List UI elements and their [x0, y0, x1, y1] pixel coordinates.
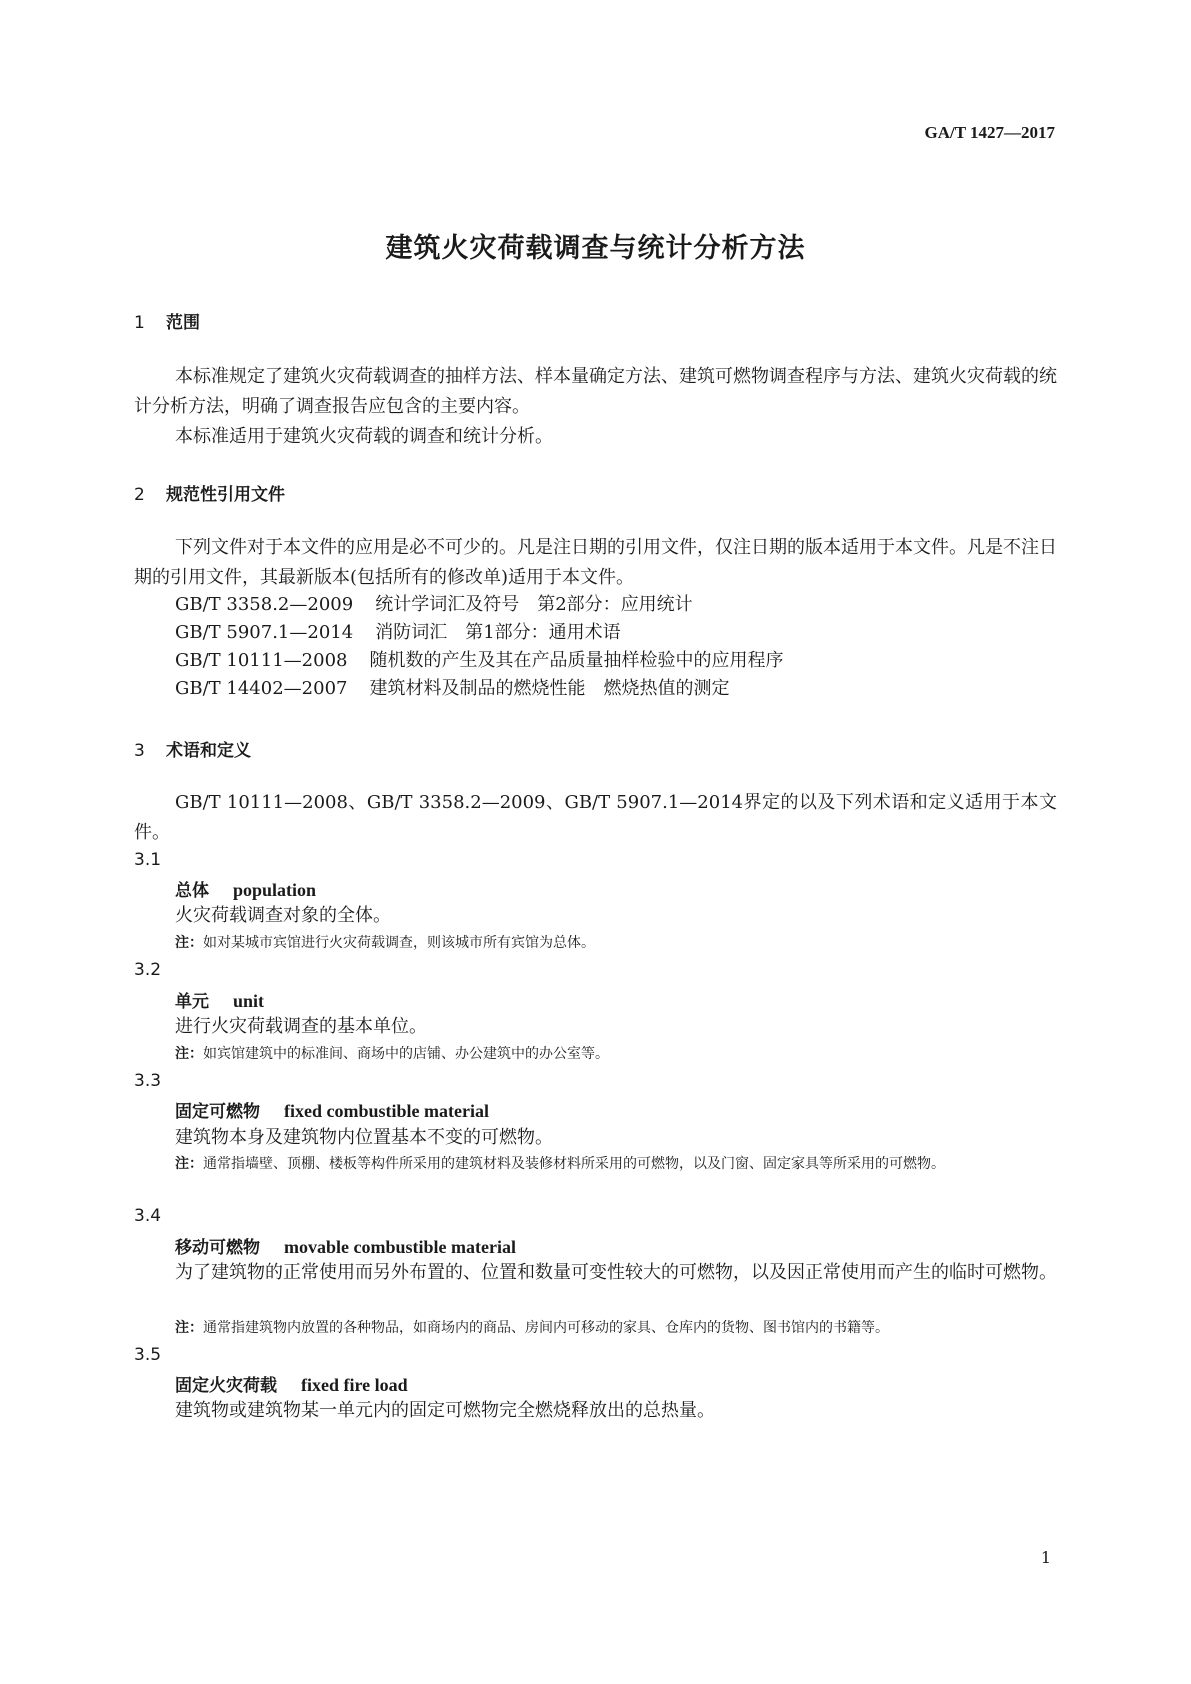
section-1-heading — [134, 308, 200, 333]
reference-title: 统计学词汇及符号 第2部分：应用统计 — [375, 594, 693, 615]
term-heading — [175, 876, 316, 901]
term-en: fixed fire load — [301, 1375, 408, 1395]
term-heading — [175, 1097, 489, 1122]
reference-item — [175, 674, 729, 704]
section-title: 术语和定义 — [166, 741, 251, 761]
term-number: 3.1 — [134, 850, 162, 870]
reference-code: GB/T 14402—2007 — [175, 678, 348, 699]
reference-title: 建筑材料及制品的燃烧性能 燃烧热值的测定 — [369, 678, 730, 699]
section-number: 1 — [134, 313, 145, 333]
term-note — [175, 1315, 1055, 1341]
note-label: 注： — [175, 935, 203, 951]
term-en: unit — [233, 991, 265, 1011]
reference-item — [175, 590, 693, 620]
reference-code: GB/T 3358.2—2009 — [175, 594, 354, 615]
reference-code: GB/T 5907.1—2014 — [175, 622, 354, 643]
note-text: 如宾馆建筑中的标准间、商场中的店铺、办公建筑中的办公室等。 — [203, 1046, 609, 1062]
term-zh: 固定可燃物 — [175, 1102, 260, 1122]
reference-title: 随机数的产生及其在产品质量抽样检验中的应用程序 — [369, 650, 784, 671]
term-number: 3.4 — [134, 1206, 162, 1226]
term-definition: 建筑物本身及建筑物内位置基本不变的可燃物。 — [175, 1127, 553, 1148]
term-note — [175, 1041, 1055, 1067]
term-en: movable combustible material — [284, 1237, 516, 1257]
document-title: 建筑火灾荷载调查与统计分析方法 — [385, 233, 806, 264]
note-label: 注： — [175, 1156, 203, 1172]
section-title: 规范性引用文件 — [166, 485, 285, 505]
section-1-paragraph-1: 本标准规定了建筑火灾荷载调查的抽样方法、样本量确定方法、建筑可燃物调查程序与方法、建筑火灾荷载的统计分析方法，明确了调查报告应包含的主要内容。 — [134, 366, 1057, 417]
section-number: 2 — [134, 485, 145, 505]
note-label: 注： — [175, 1046, 203, 1062]
term-number: 3.5 — [134, 1345, 162, 1365]
reference-item — [175, 618, 621, 648]
standard-code: GA/T 1427—2017 — [924, 123, 1055, 142]
note-label: 注： — [175, 1320, 203, 1336]
term-zh: 固定火灾荷载 — [175, 1376, 277, 1396]
reference-item — [175, 646, 783, 676]
note-text: 通常指墙壁、顶棚、楼板等构件所采用的建筑材料及装修材料所采用的可燃物，以及门窗、固定家具等所采用的可燃物。 — [203, 1156, 945, 1172]
term-definition: 进行火灾荷载调查的基本单位。 — [175, 1016, 427, 1037]
term-note — [175, 1151, 1083, 1177]
term-zh: 单元 — [175, 992, 209, 1012]
term-note — [175, 930, 1055, 956]
term-definition: 为了建筑物的正常使用而另外布置的、位置和数量可变性较大的可燃物，以及因正常使用而产生的临时可燃物。 — [175, 1262, 1057, 1283]
term-definition: 火灾荷载调查对象的全体。 — [175, 905, 391, 926]
term-zh: 总体 — [175, 881, 209, 901]
term-en: population — [233, 880, 317, 900]
page-number: 1 — [1040, 1548, 1051, 1567]
section-3-paragraph-1: GB/T 10111—2008、GB/T 3358.2—2009、GB/T 5907.1—2014界定的以及下列术语和定义适用于本文件。 — [134, 792, 1057, 843]
term-en: fixed combustible material — [284, 1101, 489, 1121]
section-3-heading — [134, 736, 251, 761]
note-text: 通常指建筑物内放置的各种物品，如商场内的商品、房间内可移动的家具、仓库内的货物、图书馆内的书籍等。 — [203, 1320, 889, 1336]
reference-title: 消防词汇 第1部分：通用术语 — [375, 622, 621, 643]
section-2-heading — [134, 480, 285, 505]
section-2-paragraph-1: 下列文件对于本文件的应用是必不可少的。凡是注日期的引用文件，仅注日期的版本适用于本文件。凡是不注日期的引用文件，其最新版本(包括所有的修改单)适用于本文件。 — [134, 537, 1057, 588]
section-1-paragraph-2: 本标准适用于建筑火灾荷载的调查和统计分析。 — [175, 426, 553, 447]
term-zh: 移动可燃物 — [175, 1238, 260, 1258]
term-definition: 建筑物或建筑物某一单元内的固定可燃物完全燃烧释放出的总热量。 — [175, 1400, 715, 1421]
section-number: 3 — [134, 741, 145, 761]
section-title: 范围 — [166, 313, 200, 333]
reference-code: GB/T 10111—2008 — [175, 650, 348, 671]
term-number: 3.2 — [134, 960, 162, 980]
term-heading — [175, 987, 264, 1012]
term-heading — [175, 1371, 408, 1396]
note-text: 如对某城市宾馆进行火灾荷载调查，则该城市所有宾馆为总体。 — [203, 935, 595, 951]
term-heading — [175, 1233, 516, 1258]
term-number: 3.3 — [134, 1071, 162, 1091]
